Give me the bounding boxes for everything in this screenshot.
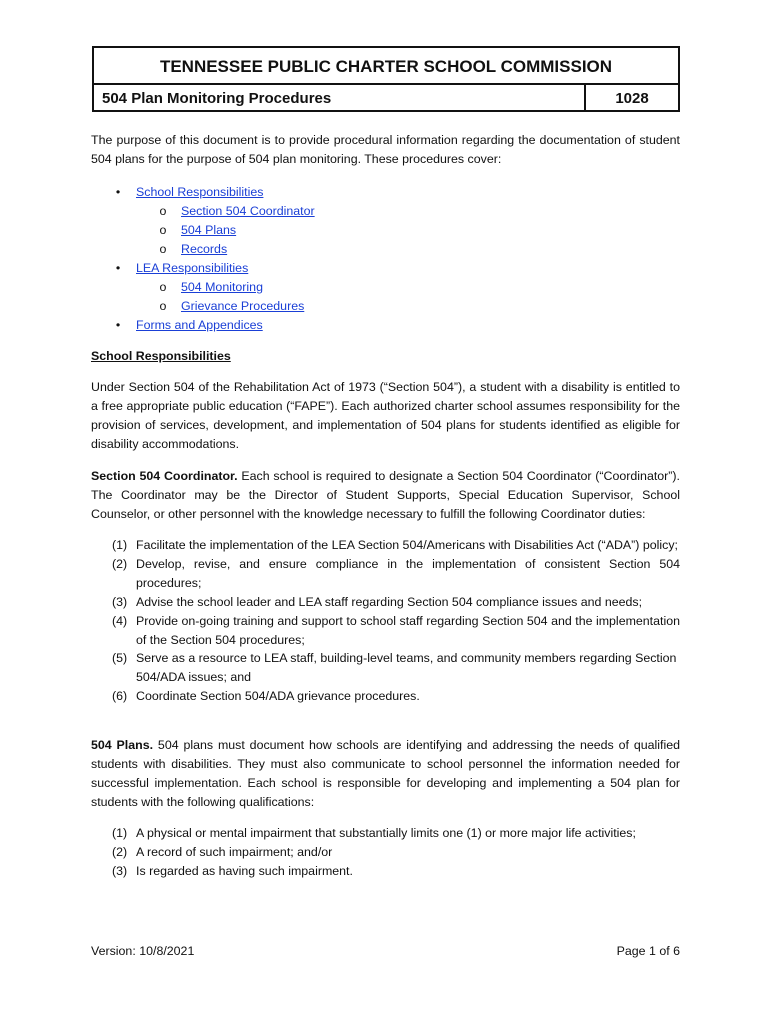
list-number: (1) [112,538,128,552]
list-number: (2) [112,844,128,859]
list-item [112,612,680,650]
sub-bullet-icon: o [159,223,167,237]
intro-paragraph: The purpose of this document is to provide procedural information regarding the documentation of student 504 plans for the purpose of 504 plan monitoring. These procedures cover: [91,133,680,166]
link-section-504-coordinator[interactable]: Section 504 Coordinator [181,204,315,218]
link-school-responsibilities[interactable]: School Responsibilities [136,185,264,199]
coordinator-paragraph [91,467,680,524]
document-name: 504 Plan Monitoring Procedures [94,85,586,112]
list-text: Coordinate Section 504/ADA grievance procedures. [136,689,420,704]
sub-bullet-icon: o [159,204,167,218]
list-item [112,824,680,843]
footer-version: Version: 10/8/2021 [91,944,195,958]
plans-paragraph [91,736,680,812]
coordinator-text: Each school is required to designate a Section 504 Coordinator (“Coordinator”). The Coordinator may be the Director of Student Supports, Special Education Supervisor, School Counselor, or other personnel with the knowledge necessary to fulfill the following Coordinator duties: [91,469,680,521]
list-item [112,649,680,687]
bullet-icon: • [115,318,121,332]
coordinator-duties-list [112,536,680,706]
list-number: (3) [112,863,128,878]
plans-lead: 504 Plans. [91,738,154,752]
list-text: A record of such impairment; and/or [136,844,333,859]
sub-bullet-icon: o [159,242,167,256]
document-header [92,46,680,112]
header-title: TENNESSEE PUBLIC CHARTER SCHOOL COMMISSION [94,48,678,85]
sub-bullet-icon: o [159,299,167,313]
list-item [112,593,680,612]
link-504-monitoring[interactable]: 504 Monitoring [181,280,263,294]
footer-page-number: Page 1 of 6 [616,944,680,958]
list-text: Is regarded as having such impairment. [136,863,353,878]
bullet-icon: • [115,185,121,199]
bullet-icon: • [115,261,121,275]
list-item [112,555,680,593]
list-text: A physical or mental impairment that substantially limits one (1) or more major life activities; [136,826,636,840]
link-lea-responsibilities[interactable]: LEA Responsibilities [136,261,249,275]
list-number: (4) [112,613,128,628]
qualifications-list [112,824,680,881]
list-text: Advise the school leader and LEA staff regarding Section 504 compliance issues and needs; [136,594,643,609]
link-grievance-procedures[interactable]: Grievance Procedures [181,299,305,313]
list-number: (2) [112,556,128,571]
list-text: Facilitate the implementation of the LEA Section 504/Americans with Disabilities Act (“ADA”) policy; [136,538,678,552]
list-item [112,862,680,881]
list-text: Provide on-going training and support to school staff regarding Section 504 and the implementation of the Section 504 procedures; [136,613,680,647]
section-heading-school-responsibilities: School Responsibilities [91,349,231,363]
link-records[interactable]: Records [181,242,228,256]
list-item [112,536,680,555]
list-item [112,687,680,706]
list-item [112,843,680,862]
document-number: 1028 [615,90,649,107]
plans-text: 504 plans must document how schools are identifying and addressing the needs of qualified students with disabilities. They must also communicate to school personnel the information needed for successful implementation. Each school is responsible for developing and implementing a 504 plan for students with the following qualifications: [91,738,680,809]
list-number: (1) [112,826,128,840]
sub-bullet-icon: o [159,280,167,294]
school-responsibilities-paragraph: Under Section 504 of the Rehabilitation Act of 1973 (“Section 504”), a student with a disability is entitled to a free appropriate public education (“FAPE”). Each authorized charter school assumes responsibility for the provision of services, development, and implementation of 504 plans for students identified as eligible for disability accommodations. [91,380,680,451]
list-number: (5) [112,651,128,666]
coordinator-lead: Section 504 Coordinator. [91,469,238,483]
list-text: Serve as a resource to LEA staff, building-level teams, and community members regarding Section 504/ADA issues; and [136,651,677,685]
link-forms-and-appendices[interactable]: Forms and Appendices [136,318,263,332]
list-number: (3) [112,594,128,609]
list-number: (6) [112,689,128,704]
list-text: Develop, revise, and ensure compliance in the implementation of consistent Section 504 procedures; [136,556,680,590]
link-504-plans[interactable]: 504 Plans [181,223,237,237]
